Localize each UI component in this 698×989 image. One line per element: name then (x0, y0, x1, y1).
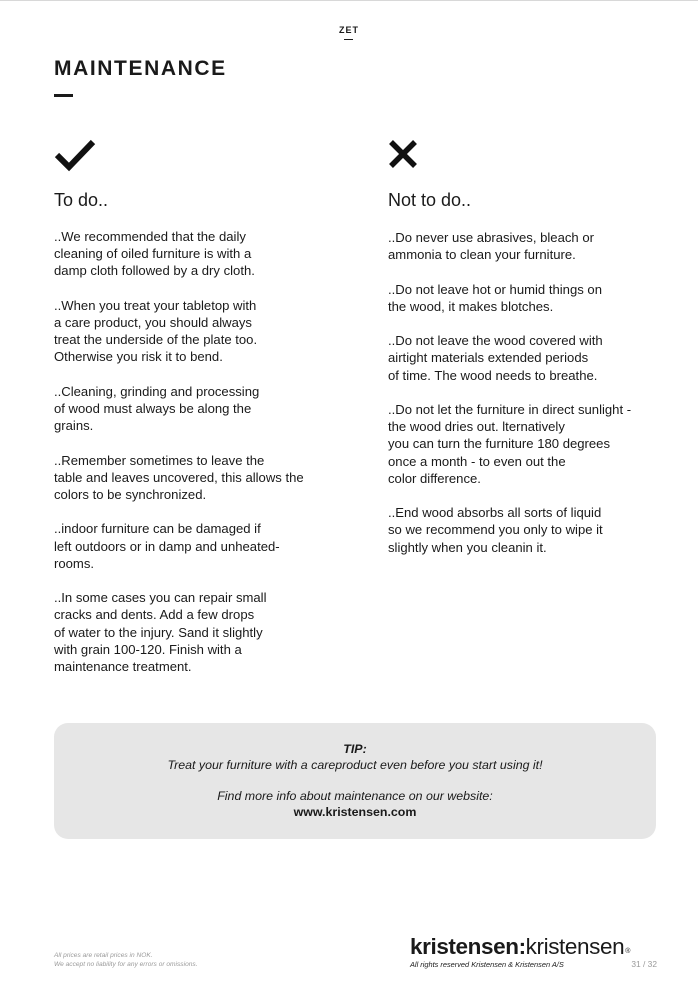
not-todo-list (388, 229, 663, 573)
tip-box (54, 723, 656, 839)
brand-logo (410, 934, 662, 960)
brand-tag: ZET (339, 25, 359, 35)
title-underline (54, 94, 73, 97)
registered-mark: ® (625, 948, 630, 955)
page-title: MAINTENANCE (54, 57, 227, 80)
todo-item: ..Cleaning, grinding and processing of wood must always be along the grains. (54, 383, 260, 434)
not-todo-item: ..End wood absorbs all sorts of liquid so we recommend you only to wipe it slightly when you cleanin it. (388, 505, 603, 555)
cross-icon (388, 138, 418, 175)
disclaimer-line: All prices are retail prices in NOK. (54, 952, 153, 959)
tip-label: TIP: (343, 742, 367, 756)
page-number: 31 / 32 (631, 959, 657, 969)
logo-separator: : (518, 934, 526, 959)
rights-text: All rights reserved Kristensen & Kristensen A/S (410, 960, 564, 969)
disclaimer (54, 951, 198, 969)
not-todo-heading: Not to do.. (388, 190, 472, 210)
website-link[interactable]: www.kristensen.com (293, 805, 417, 819)
todo-item: ..indoor furniture can be damaged if left outdoors or in damp and unheated- rooms. (54, 521, 280, 571)
more-info-text: Find more info about maintenance on our website: (217, 789, 493, 803)
todo-item: ..Remember sometimes to leave the table and leaves uncovered, this allows the colors to be synchronized. (54, 452, 304, 502)
brand-tag-underline (344, 39, 353, 40)
not-todo-item: ..Do never use abrasives, bleach or ammonia to clean your furniture. (388, 230, 594, 263)
tip-text: Treat your furniture with a careproduct even before you start using it! (167, 758, 543, 772)
not-todo-item: ..Do not let the furniture in direct sunlight - the wood dries out. lternatively you can turn the furniture 180 degrees once a month - to even out the color difference. (388, 401, 632, 486)
checkmark-icon (54, 138, 96, 177)
todo-item: ..In some cases you can repair small cracks and dents. Add a few drops of water to the injury. Sand it slightly with grain 100-120. Finish with a maintenance treatment. (54, 590, 267, 674)
not-todo-item: ..Do not leave the wood covered with airtight materials extended periods of time. The wood needs to breathe. (388, 333, 603, 383)
logo-part-1: kristensen (410, 934, 519, 959)
todo-list (54, 228, 326, 692)
top-border (0, 0, 698, 1)
disclaimer-line: We accept no liability for any errors or omissions. (54, 961, 198, 968)
todo-item: ..When you treat your tabletop with a care product, you should always treat the underside of the plate too. Otherwise you risk it to bend. (54, 297, 258, 365)
not-todo-item: ..Do not leave hot or humid things on the wood, it makes blotches. (388, 281, 602, 314)
todo-heading: To do.. (54, 190, 109, 210)
logo-part-2: kristensen (525, 934, 625, 959)
todo-item: ..We recommended that the daily cleaning of oiled furniture is with a damp cloth followed by a dry cloth. (54, 229, 255, 279)
